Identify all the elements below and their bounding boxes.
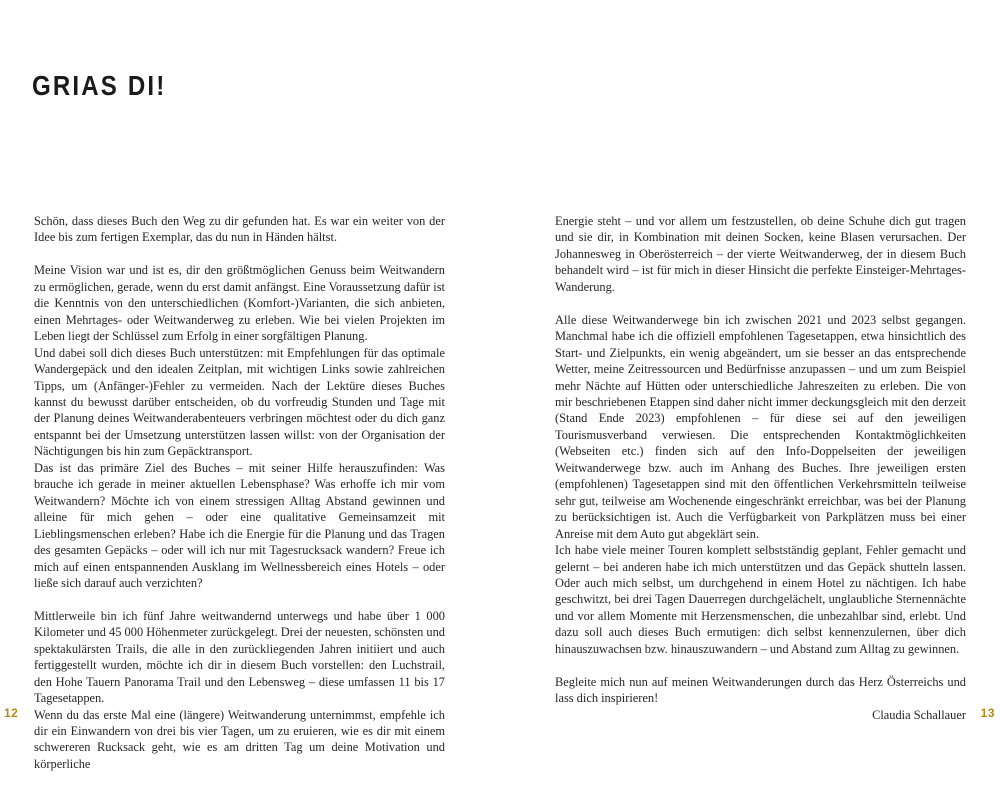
left-page-body — [34, 213, 445, 772]
page-number-left: 12 — [4, 706, 19, 720]
author-signature: Claudia Schallauer — [872, 707, 966, 722]
paragraph: Schön, dass dieses Buch den Weg zu dir gefunden hat. Es war ein weiter von der Idee bis zum fertigen Exemplar, das du nun in Händen hältst. — [34, 214, 445, 245]
paragraph: Meine Vision war und ist es, dir den größtmöglichen Genuss beim Weitwandern zu ermöglichen, gerade, wenn du erst damit anfängst. Eine Voraussetzung dafür ist die Kenntnis von den unterschiedlichen (Komfort-)Varianten, die sich anbieten, einen Mehrtages- oder Weitwanderweg zu erleben. Wie bei vielen Projekten im Leben liegt der Schlüssel zum Erfolg in einer sorgfältigen Planung. — [34, 263, 445, 344]
page-number-right: 13 — [980, 706, 995, 720]
paragraph: Wenn du das erste Mal eine (längere) Weitwanderung unternimmst, empfehle ich dir ein Einwandern von drei bis vier Tagen, um zu eruieren, wie es dir mit einem schwereren Rucksack geht, wie es am dritten Tag um deine Motivation und körperliche — [34, 707, 445, 771]
paragraph: Alle diese Weitwanderwege bin ich zwischen 2021 und 2023 selbst gegangen. Manchmal habe ich die offiziell empfohlenen Tagesetappen, etwa hinsichtlich des Start- und Zielpunkts, ein wenig abgeändert, um sie besser an das entsprechende Wetter, meine Zeitressourcen und Bedürfnisse anzupassen – und um zum Beispiel mehr Nächte auf Hütten oder unterschiedliche Jahreszeiten zu erleben. Die von mir beschriebenen Etappen sind daher nicht immer deckungsgleich mit den derzeit (Stand Ende 2023) empfohlenen – für diese sei auf den jeweiligen Tourismusverband verwiesen. Die entsprechenden Kontaktmöglichkeiten (Webseiten etc.) finden sich auf den Info-Doppelseiten der jeweiligen Weitwanderwege bzw. auch im Anhang des Buches. Ihre jeweiligen ersten (empfohlenen) Tagesetappen sind mit den öffentlichen Verkehrsmitteln teilweise sehr gut, teilweise am Wochenende eingeschränkt erreichbar, was bei der Planung zu berücksichtigen ist. Auch die Verfügbarkeit von Parkplätzen muss bei einer Anreise mit dem Auto gut abgeklärt sein. — [555, 312, 966, 541]
paragraph: Ich habe viele meiner Touren komplett selbstständig geplant, Fehler gemacht und gelernt – bei anderen habe ich mich unterstützen und das Gepäck shutteln lassen. Oder auch mich selbst, um durchgehend in einem Hotel zu nächtigen. Ich habe geschwitzt, bei drei Tagen Dauerregen durchgelächelt, unglaubliche Sternennächte und vor allem Momente mit Herzensmenschen, die unbezahlbar sind, erlebt. Und dazu soll auch dieses Buch ermutigen: dich selbst kennenzulernen, über dich hinauszuwachsen bzw. hinauszuwandern – und Abstand zum Alltag zu gewinnen. — [555, 543, 966, 656]
paragraph: Mittlerweile bin ich fünf Jahre weitwandernd unterwegs und habe über 1 000 Kilometer und 45 000 Höhenmeter zurückgelegt. Drei der neuesten, schönsten und spektakulärsten Trails, die alle in den zurückliegenden Jahren initiiert und auch fertiggestellt wurden, möchte ich dir in diesem Buch vorstellen: den Luchstrail, den Hohe Tauern Panorama Trail und den Lebensweg – diese umfassen 11 bis 17 Tagesetappen. — [34, 608, 445, 706]
paragraph: Das ist das primäre Ziel des Buches – mit seiner Hilfe herauszufinden: Was brauche ich gerade in meiner aktuellen Lebensphase? Was erhoffe ich mir vom Weitwandern? Möchte ich von einem stressigen Alltag Abstand gewinnen und alleine für mich gehen – oder eine qualitative Gemeinsamzeit mit Lieblingsmenschen erleben? Habe ich die Energie für die Planung und das Tragen des gesamten Gepäcks – oder will ich nur mit Tagesrucksack wandern? Freue ich mich auf einen entspannenden Ausklang im Wellnessbereich eines Hotels – oder ließe sich darauf auch verzichten? — [34, 460, 445, 590]
paragraph: Energie steht – und vor allem um festzustellen, ob deine Schuhe dich gut tragen und sie dir, in Kombination mit deinen Socken, keine Blasen verursachen. Der Johannesweg in Oberösterreich – der vierte Weitwanderweg, der in diesem Buch behandelt wird – ist für mich in dieser Hinsicht die perfekte Einsteiger-Mehrtages-Wanderung. — [555, 214, 966, 294]
paragraph: Begleite mich nun auf meinen Weitwanderungen durch das Herz Österreichs und lass dich inspirieren! — [555, 674, 966, 706]
paragraph: Und dabei soll dich dieses Buch unterstützen: mit Empfehlungen für das optimale Wandergepäck und den idealen Zeitplan, mit wichtigen Links sowie zahlreichen Tipps, um (Anfänger-)Fehler zu vermeiden. Nach der Lektüre dieses Buches kannst du bewusst darüber entscheiden, ob du vorfreudig Stunden und Tage mit der Planung deines Weitwanderabenteuers verbringen möchtest oder du dich ganz entspannt bei der Umsetzung unterstützen lassen willst: von der Organisation der Nächtigungen bis hin zum Gepäcktransport. — [34, 345, 445, 459]
right-page-body — [555, 213, 966, 723]
chapter-title: GRIAS DI! — [32, 70, 167, 101]
